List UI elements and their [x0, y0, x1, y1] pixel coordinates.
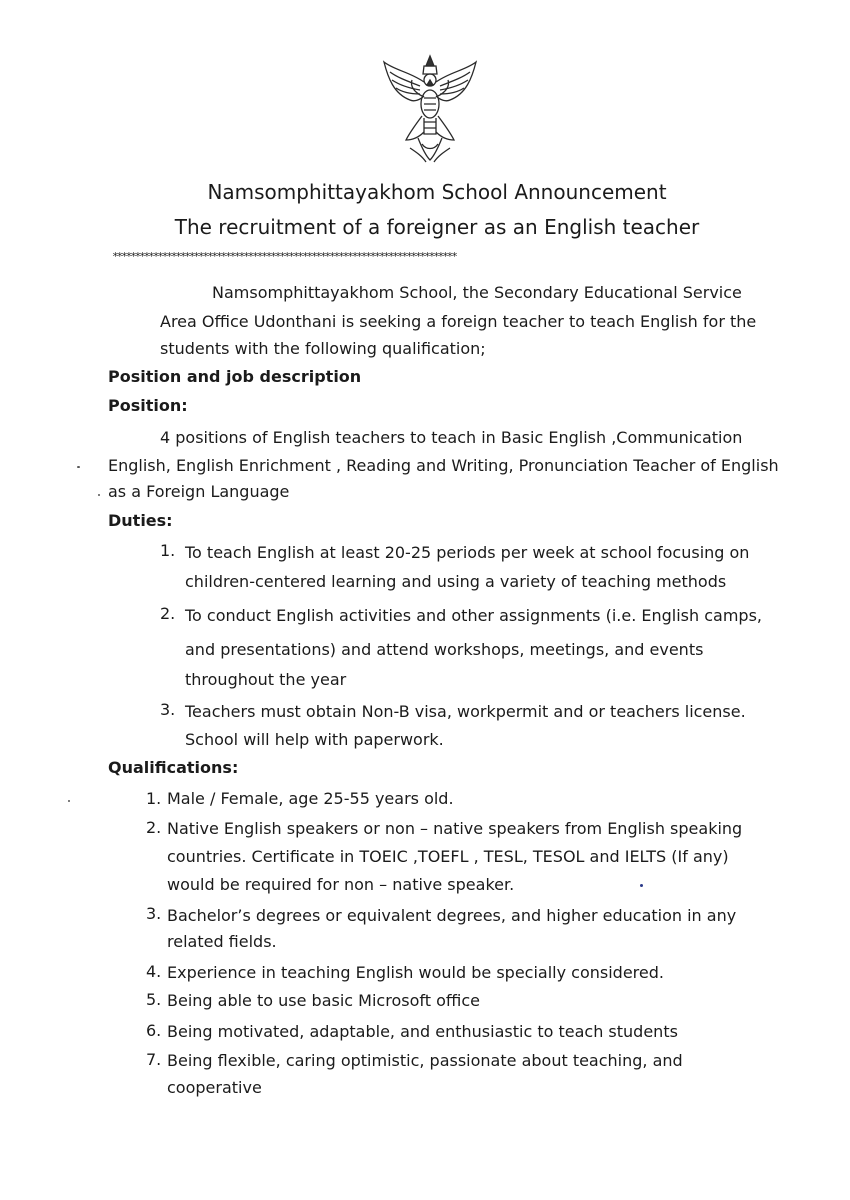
qualification-line: countries. Certificate in TOEIC ,TOEFL , TESL, TESOL and IELTS (If any): [167, 847, 729, 866]
duty-number: 2.: [160, 604, 176, 623]
duty-line: School will help with paperwork.: [185, 730, 444, 749]
qualification-number: 7.: [146, 1050, 162, 1069]
qualification-line: Being able to use basic Microsoft office: [167, 991, 480, 1010]
asterisk-divider: ****************************************************************************: [112, 250, 456, 263]
qualification-line: Experience in teaching English would be specially considered.: [167, 963, 664, 982]
garuda-emblem-icon: [380, 52, 480, 164]
position-text-line: 4 positions of English teachers to teach in Basic English ,Communication: [160, 428, 743, 447]
scan-speck: [98, 494, 100, 496]
duty-line: throughout the year: [185, 670, 347, 689]
scan-speck: [77, 466, 80, 468]
position-text-line: English, English Enrichment , Reading and Writing, Pronunciation Teacher of English: [108, 456, 779, 475]
duty-line: To conduct English activities and other assignments (i.e. English camps,: [185, 606, 762, 625]
intro-line: students with the following qualification;: [160, 339, 486, 358]
duty-number: 1.: [160, 541, 176, 560]
section-heading-position-job: Position and job description: [108, 367, 362, 386]
subheading-position: Position:: [108, 396, 188, 415]
qualification-line: cooperative: [167, 1078, 262, 1097]
qualification-number: 3.: [146, 904, 162, 923]
qualification-line: related fields.: [167, 932, 277, 951]
scan-speck: [68, 800, 70, 802]
qualification-number: 6.: [146, 1021, 162, 1040]
scan-speck: [640, 884, 643, 887]
intro-line: Namsomphittayakhom School, the Secondary Educational Service: [212, 283, 742, 302]
qualification-line: Native English speakers or non – native speakers from English speaking: [167, 819, 743, 838]
section-heading-duties: Duties:: [108, 511, 173, 530]
section-heading-qualifications: Qualifications:: [108, 758, 239, 777]
qualification-line: Being flexible, caring optimistic, passionate about teaching, and: [167, 1051, 683, 1070]
announcement-title: Namsomphittayakhom School Announcement: [207, 180, 667, 204]
qualification-number: 1.: [146, 789, 162, 808]
qualification-line: Male / Female, age 25-55 years old.: [167, 789, 454, 808]
announcement-subtitle: The recruitment of a foreigner as an English teacher: [174, 215, 700, 239]
qualification-number: 2.: [146, 818, 162, 837]
qualification-number: 5.: [146, 990, 162, 1009]
duty-line: To teach English at least 20-25 periods per week at school focusing on: [185, 543, 750, 562]
qualification-line: would be required for non – native speaker.: [167, 875, 515, 894]
qualification-number: 4.: [146, 962, 162, 981]
position-text-line: as a Foreign Language: [108, 482, 290, 501]
qualification-line: Being motivated, adaptable, and enthusiastic to teach students: [167, 1022, 678, 1041]
intro-line: Area Office Udonthani is seeking a foreign teacher to teach English for the: [160, 312, 757, 331]
duty-line: and presentations) and attend workshops, meetings, and events: [185, 640, 704, 659]
duty-line: Teachers must obtain Non-B visa, workpermit and or teachers license.: [185, 702, 746, 721]
duty-line: children-centered learning and using a variety of teaching methods: [185, 572, 727, 591]
duty-number: 3.: [160, 700, 176, 719]
qualification-line: Bachelor’s degrees or equivalent degrees, and higher education in any: [167, 906, 737, 925]
